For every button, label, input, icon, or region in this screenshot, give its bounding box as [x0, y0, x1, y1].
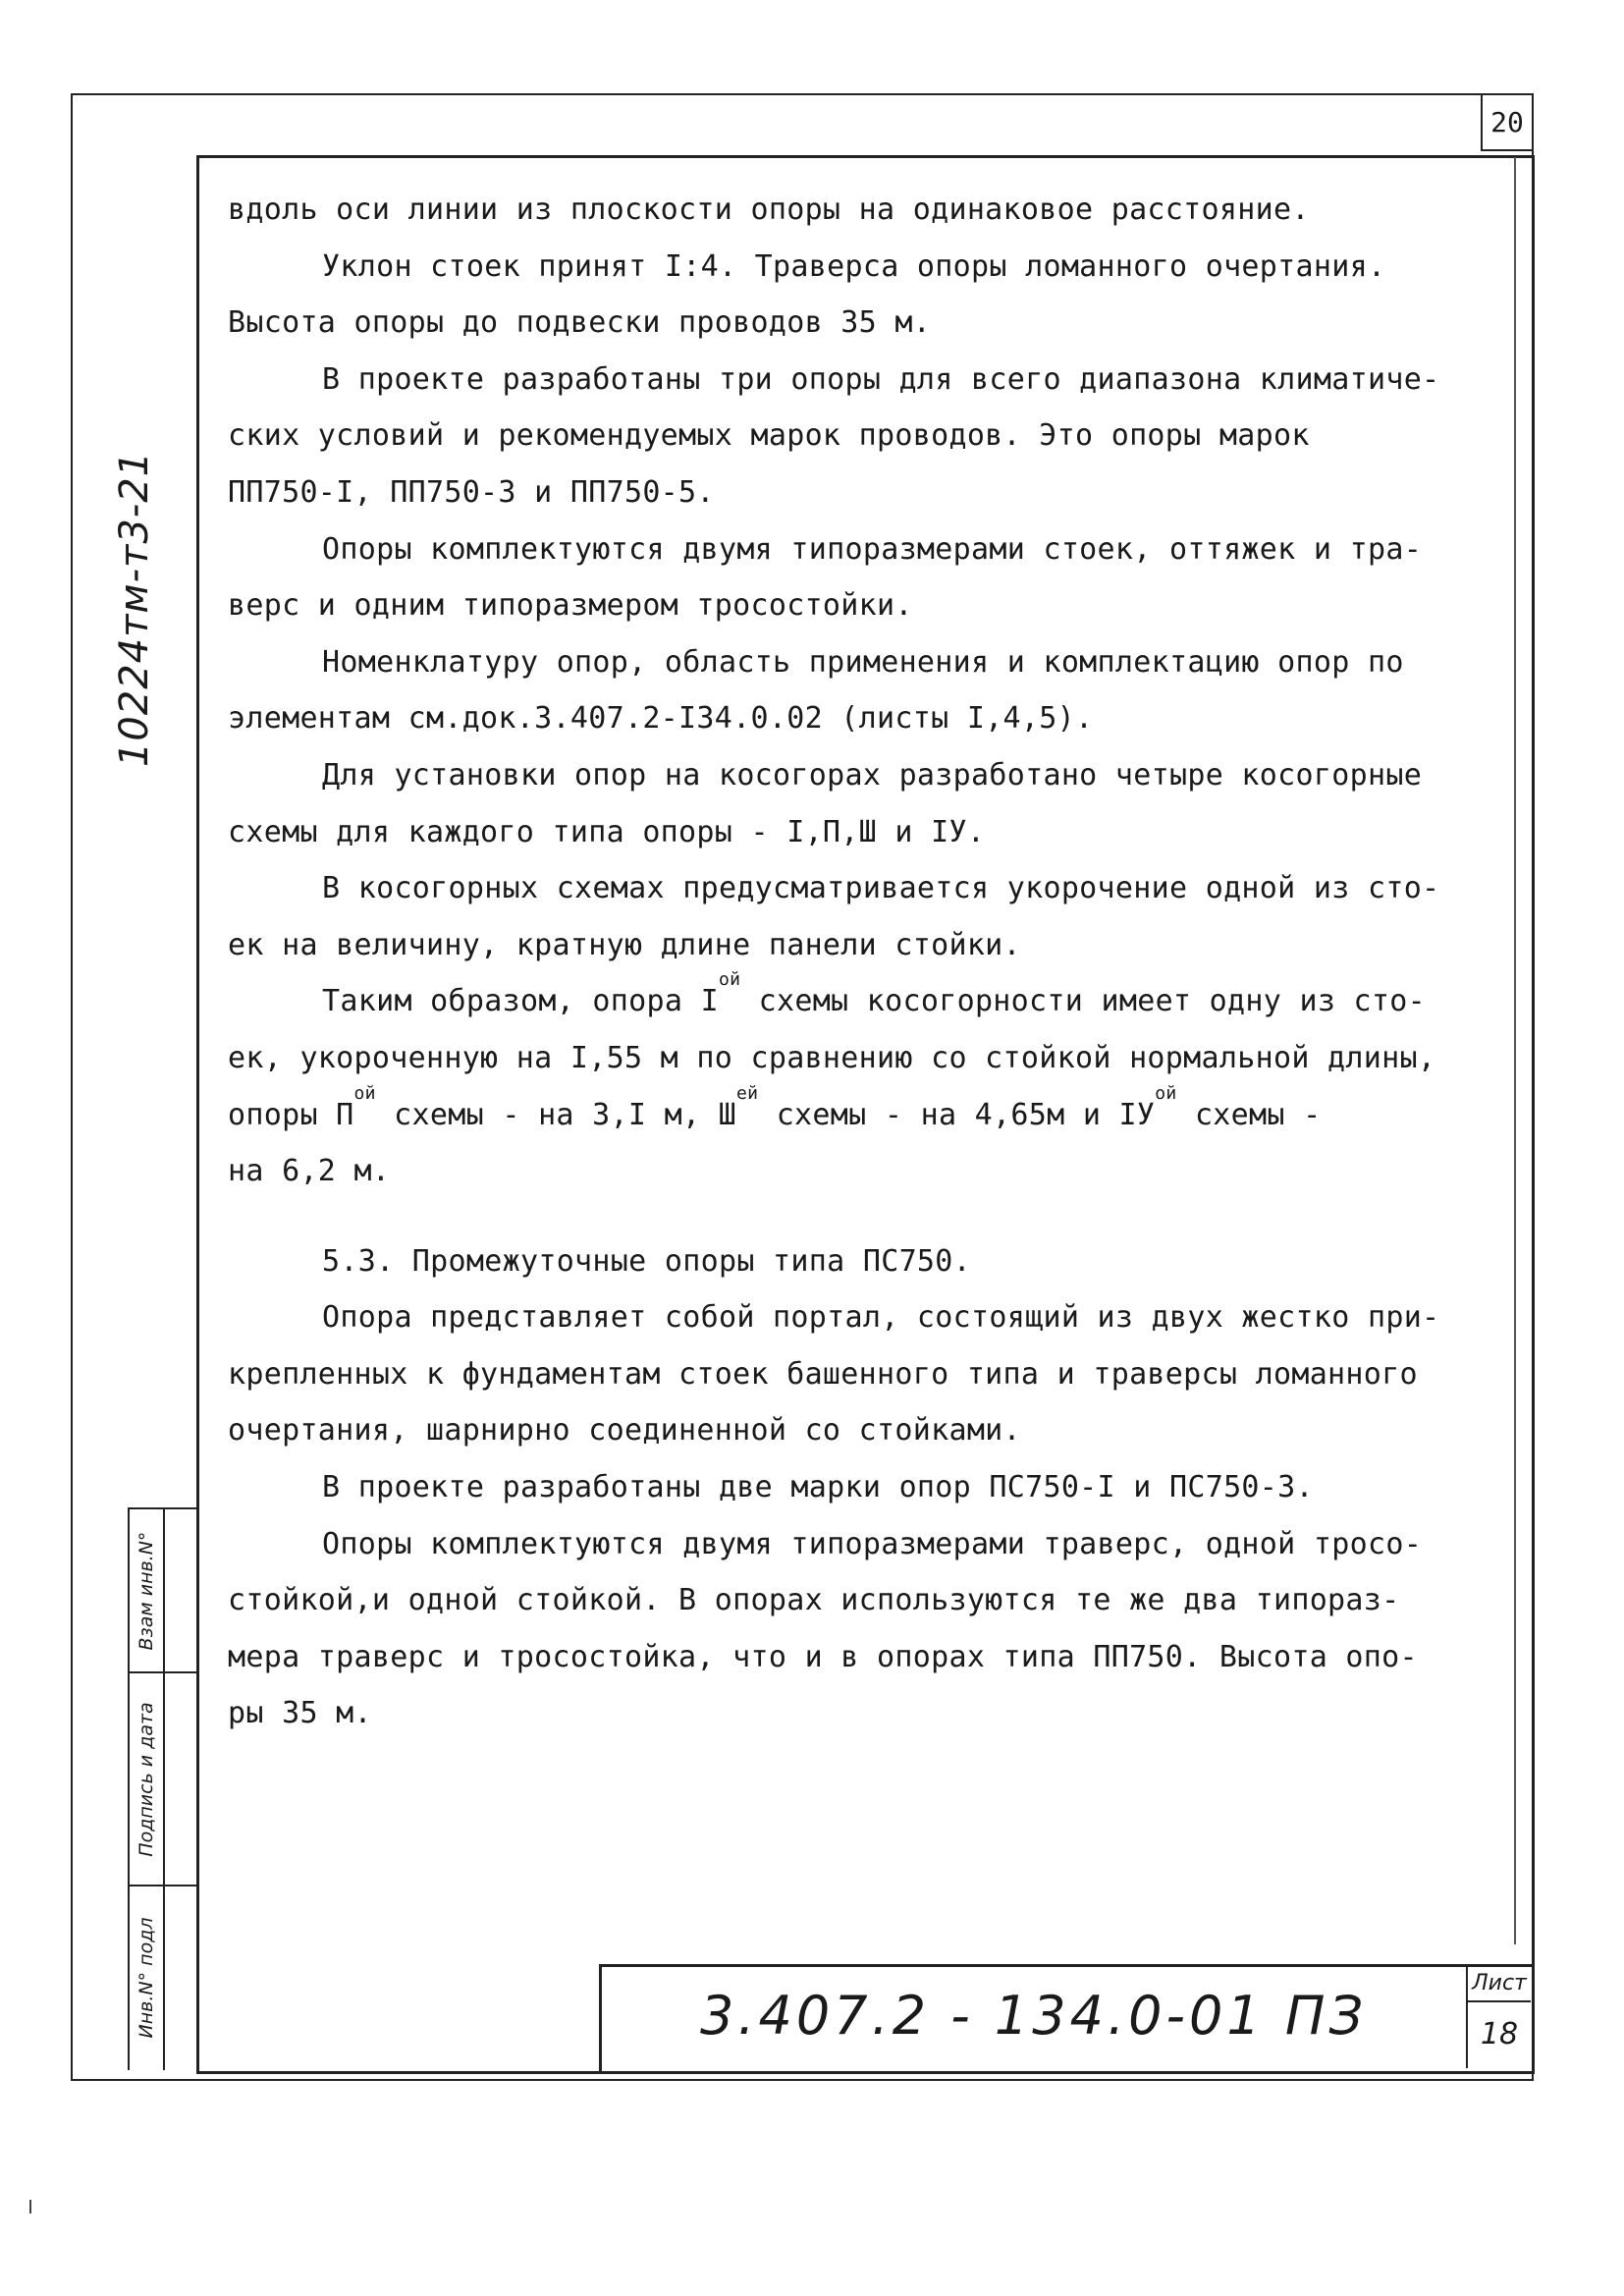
text-line: Опоры комплектуются двумя типоразмерами стоек, оттяжек и тра- [322, 531, 1423, 567]
text-line: ры 35 м. [228, 1696, 372, 1731]
document-body [228, 182, 1494, 1742]
page-number [1481, 95, 1532, 151]
stamp-label-column [130, 1509, 165, 2070]
frame-inner-line [1514, 157, 1516, 1944]
text-line: В косогорных схемах предусматривается укорочение одной из сто- [322, 871, 1440, 906]
text-line-superscript-1: Таким образом, опора $I^{ой}$ схемы косогорности имеет одну из сто- [322, 969, 1426, 1019]
text-line: 5.3. Промежуточные опоры типа ПС750. [322, 1243, 972, 1279]
text-line: крепленных к фундаментам стоек башенного типа и траверсы ломанного [228, 1356, 1418, 1392]
text-line: ек на величину, кратную длине панели стойки. [228, 927, 1021, 962]
text-line: ек, укороченную на I,55 м по сравнению со стойкой нормальной длины, [228, 1040, 1436, 1075]
text-line: стойкой,и одной стойкой. В опорах используются те же два типораз- [228, 1583, 1400, 1618]
title-block [599, 1964, 1532, 2071]
text-line: схемы для каждого типа опоры - I,П,Ш и IУ. [228, 814, 986, 849]
stamp-cell-podpis: Подпись и дата [130, 1673, 163, 1886]
side-code [112, 447, 157, 771]
text-line: Высота опоры до подвески проводов 35 м. [228, 305, 932, 341]
stamp-cell-vzam: Взам инв.N° [130, 1509, 163, 1673]
stamp-divider [163, 1885, 198, 1886]
text-line: ПП750-I, ПП750-3 и ПП750-5. [228, 474, 715, 510]
page-number-text: 20 [1490, 106, 1524, 138]
text-line: Уклон стоек принят I:4. Траверса опоры ломанного очертания. [322, 248, 1386, 284]
margin-mark [29, 2200, 31, 2214]
text-line: В проекте разработаны две марки опор ПС750-I и ПС750-3. [322, 1470, 1314, 1505]
text-line: ских условий и рекомендуемых марок проводов. Это опоры марок [228, 418, 1310, 454]
text-line: Номенклатуру опор, область применения и комплектацию опор по [322, 644, 1404, 680]
stamp-divider [163, 1671, 198, 1673]
text-line: Опоры комплектуются двумя типоразмерами траверс, одной тросо- [322, 1526, 1423, 1561]
text-line: элементам см.док.3.407.2-I34.0.02 (листы I,4,5). [228, 701, 1094, 737]
text-line: на 6,2 м. [228, 1154, 391, 1189]
paragraph-block-1 [228, 182, 1494, 973]
text-line: В проекте разработаны три опоры для всего диапазона климатиче- [322, 361, 1440, 397]
text-line: вдоль оси линии из плоскости опоры на одинаковое расстояние. [228, 192, 1310, 227]
text-line: Опора представляет собой портал, состоящий из двух жестко при- [322, 1300, 1440, 1336]
sheet-box [1466, 1967, 1531, 2068]
section-gap [228, 1200, 1494, 1233]
approval-stamp [128, 1507, 198, 2070]
text-line: верс и одним типоразмером тросостойки. [228, 588, 913, 624]
sheet-number: 18 [1480, 2017, 1519, 2051]
text-line: Для установки опор на косогорах разработано четыре косогорные [322, 757, 1423, 793]
document-code: 3.407.2 - 134.0-01 ПЗ [700, 1985, 1368, 2047]
stamp-cell-inv: Инв.N° подл [135, 1917, 157, 2038]
side-code-text: 10224тм-т3-21 [112, 450, 157, 768]
text-line-superscript-2: опоры $П^{ой}$ схемы - на 3,I м, $Ш^{ей}$ схемы - на 4,65м и $IУ^{ой}$ схемы - [228, 1082, 1322, 1132]
paragraph-block-2 [228, 1233, 1494, 1742]
text-line: мера траверс и тросостойка, что и в опорах типа ПП750. Высота опо- [228, 1639, 1418, 1674]
text-line: очертания, шарнирно соединенной со стойками. [228, 1413, 1021, 1449]
sheet-label: Лист [1468, 1967, 1531, 2002]
